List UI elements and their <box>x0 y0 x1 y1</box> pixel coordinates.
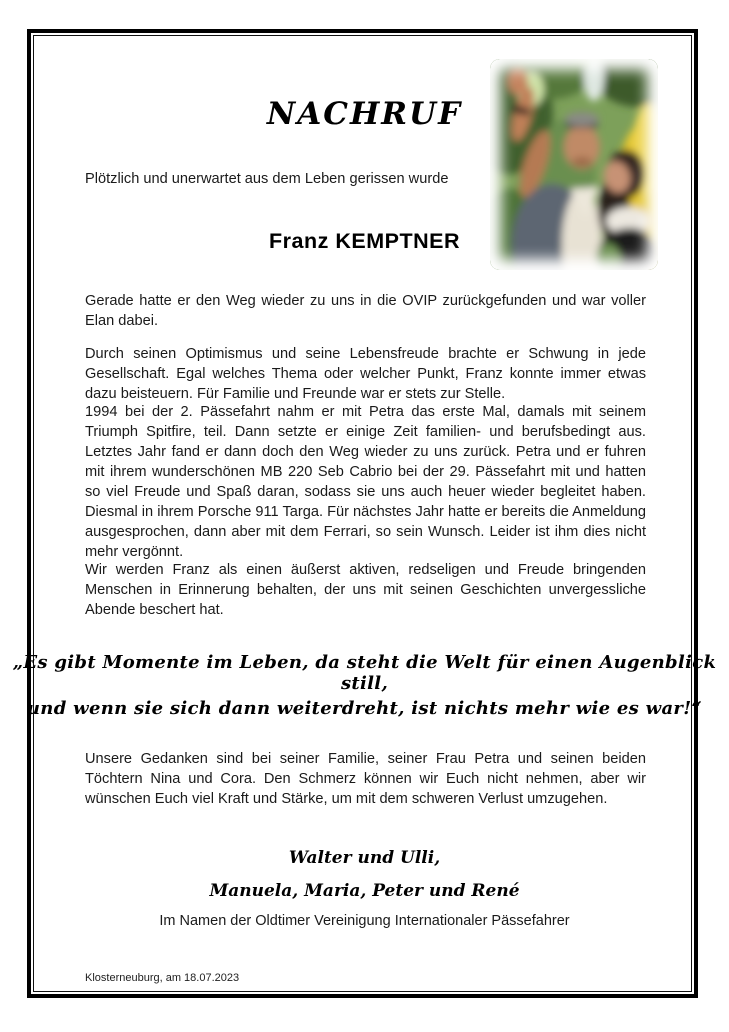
quote-line-2: und wenn sie sich dann weiterdreht, ist nichts mehr wie es war!“ <box>26 698 703 719</box>
signature-line-2: Manuela, Maria, Peter und René <box>209 881 520 901</box>
memorial-paragraph-4: Wir werden Franz als einen äußerst aktiven, redseligen und Freude bringenden Menschen in Erinnerung behalten, der uns mit seinen Geschichten unvergessliche Abende beschert hat. <box>85 562 646 618</box>
signature-line-1: Walter und Ulli, <box>288 848 441 868</box>
deceased-name: Franz KEMPTNER <box>269 229 460 253</box>
signature-line-3: Im Namen der Oldtimer Vereinigung Internationaler Pässefahrer <box>159 913 570 929</box>
memorial-paragraph-2: Durch seinen Optimismus und seine Lebensfreude brachte er Schwung in jede Gesellschaft. Egal welches Thema oder welcher Punkt, Franz konnte immer etwas dazu beisteuern. Für Familie und Freunde war er stets zur Stelle. <box>85 346 646 402</box>
memorial-paragraph-3: 1994 bei der 2. Pässefahrt nahm er mit Petra das erste Mal, damals mit seinem Triumph Spitfire, teil. Dann setzte er einige Zeit familien- und berufsbedingt aus. Letztes Jahr fand er dann doch den Weg wieder zu uns zurück. Petra und er fuhren mit ihrem wunderschönen MB 220 Seb Cabrio bei der 29. Pässefahrt mit und hatten so viel Freude und Spaß daran, sodass sie uns auch heuer wieder begleitet haben. Diesmal in ihrem Porsche 911 Targa. Für nächstes Jahr hatte er bereits die Anmeldung ausgesprochen, dann aber mit dem Ferrari, so sein Wunsch. Leider ist ihm dies nicht mehr vergönnt. <box>85 404 646 560</box>
intro-line: Plötzlich und unerwartet aus dem Leben gerissen wurde <box>85 171 449 187</box>
memorial-paragraph-5: Unsere Gedanken sind bei seiner Familie, seiner Frau Petra und seinen beiden Töchtern Nina und Cora. Den Schmerz können wir Euch nicht nehmen, aber wir wünschen Euch viel Kraft und Stärke, um mit dem schweren Verlust umzugehen. <box>85 751 646 807</box>
quote-line-1: „Es gibt Momente im Leben, da steht die Welt für einen Augenblick still, <box>12 652 717 694</box>
memorial-paragraph-1: Gerade hatte er den Weg wieder zu uns in die OVIP zurückgefunden und war voller Elan dabei. <box>85 293 646 329</box>
page-title: NACHRUF <box>266 96 463 132</box>
date-line: Klosterneuburg, am 18.07.2023 <box>85 972 240 984</box>
